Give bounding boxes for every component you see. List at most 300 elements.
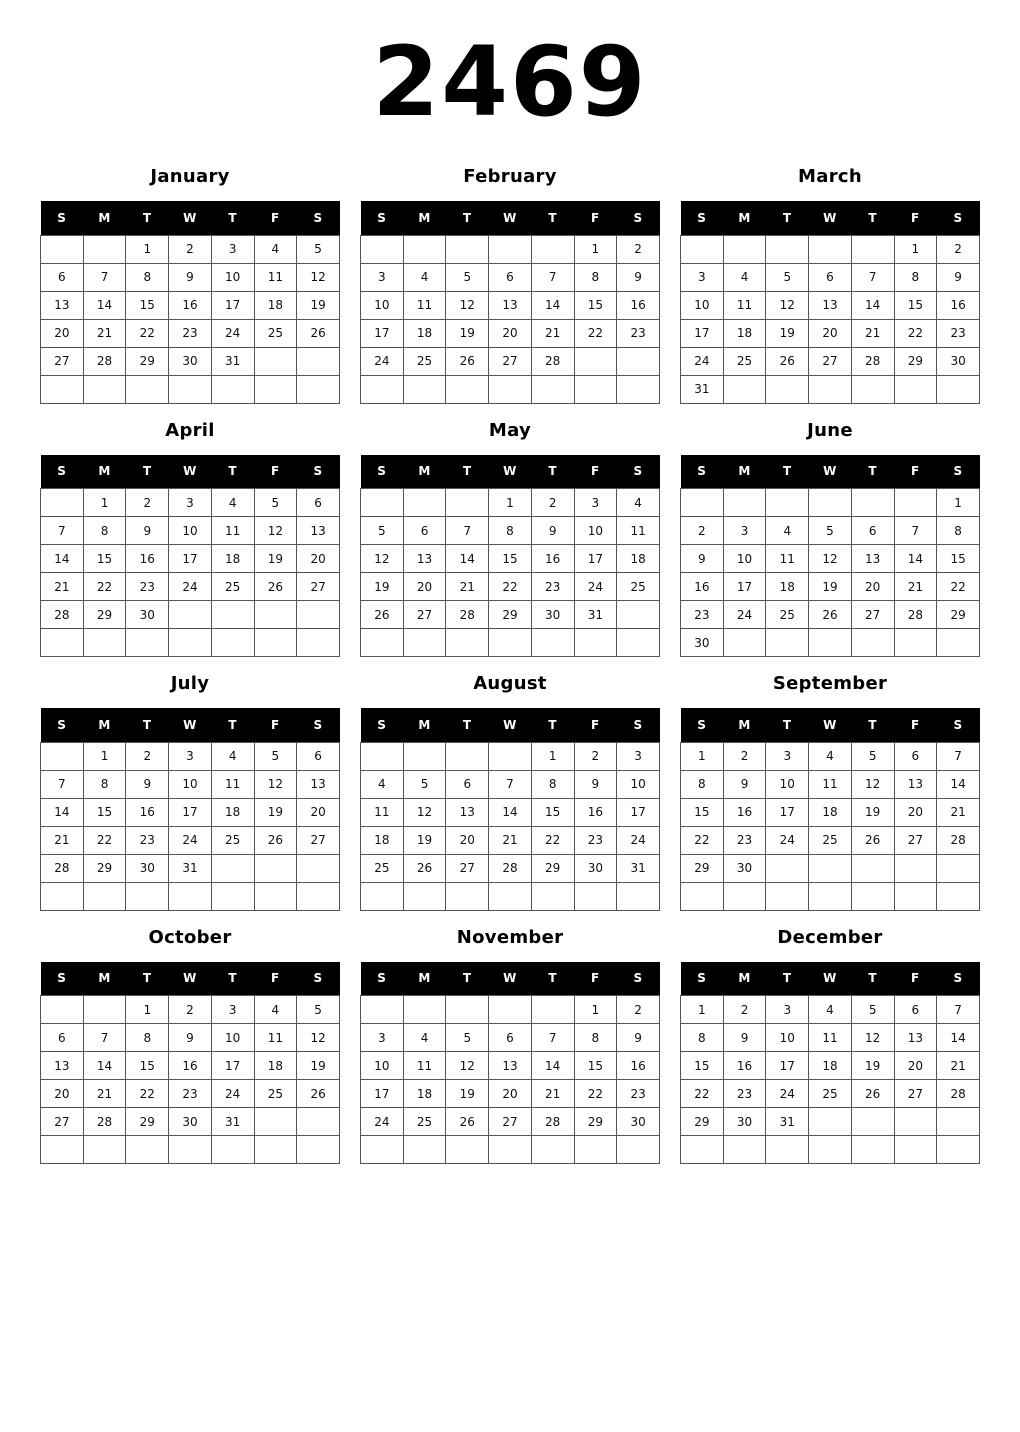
day-cell[interactable]: 9 — [617, 1024, 660, 1052]
day-cell[interactable]: 19 — [851, 798, 894, 826]
day-cell[interactable]: 30 — [126, 854, 169, 882]
day-cell[interactable]: 5 — [766, 263, 809, 291]
day-cell[interactable]: 18 — [254, 291, 297, 319]
day-cell[interactable]: 31 — [211, 1108, 254, 1136]
day-cell[interactable]: 4 — [211, 489, 254, 517]
day-cell[interactable]: 1 — [681, 996, 724, 1024]
day-cell[interactable]: 3 — [723, 517, 766, 545]
day-cell[interactable]: 10 — [574, 517, 617, 545]
day-cell[interactable]: 28 — [83, 1108, 126, 1136]
day-cell[interactable]: 12 — [254, 517, 297, 545]
day-cell[interactable]: 21 — [41, 573, 84, 601]
day-cell[interactable]: 2 — [681, 517, 724, 545]
day-cell[interactable]: 21 — [894, 573, 937, 601]
day-cell[interactable]: 5 — [254, 489, 297, 517]
day-cell[interactable]: 7 — [489, 770, 532, 798]
day-cell[interactable]: 24 — [211, 1080, 254, 1108]
day-cell[interactable]: 23 — [126, 826, 169, 854]
day-cell[interactable]: 24 — [766, 826, 809, 854]
day-cell[interactable]: 17 — [361, 1080, 404, 1108]
day-cell[interactable]: 28 — [531, 1108, 574, 1136]
day-cell[interactable]: 28 — [937, 826, 980, 854]
day-cell[interactable]: 4 — [403, 263, 446, 291]
day-cell[interactable]: 2 — [126, 742, 169, 770]
day-cell[interactable]: 30 — [574, 854, 617, 882]
day-cell[interactable]: 3 — [766, 996, 809, 1024]
day-cell[interactable]: 3 — [361, 1024, 404, 1052]
day-cell[interactable]: 20 — [446, 826, 489, 854]
day-cell[interactable]: 26 — [446, 347, 489, 375]
day-cell[interactable]: 30 — [531, 601, 574, 629]
day-cell[interactable]: 2 — [169, 996, 212, 1024]
day-cell[interactable]: 2 — [531, 489, 574, 517]
day-cell[interactable]: 27 — [489, 1108, 532, 1136]
day-cell[interactable]: 23 — [937, 319, 980, 347]
day-cell[interactable]: 19 — [403, 826, 446, 854]
day-cell[interactable]: 7 — [531, 263, 574, 291]
day-cell[interactable]: 4 — [254, 235, 297, 263]
day-cell[interactable]: 23 — [617, 1080, 660, 1108]
day-cell[interactable]: 4 — [361, 770, 404, 798]
day-cell[interactable]: 23 — [169, 319, 212, 347]
day-cell[interactable]: 31 — [681, 375, 724, 403]
day-cell[interactable]: 15 — [531, 798, 574, 826]
day-cell[interactable]: 9 — [723, 1024, 766, 1052]
day-cell[interactable]: 14 — [489, 798, 532, 826]
day-cell[interactable]: 27 — [894, 1080, 937, 1108]
day-cell[interactable]: 12 — [254, 770, 297, 798]
day-cell[interactable]: 15 — [489, 545, 532, 573]
day-cell[interactable]: 7 — [41, 517, 84, 545]
day-cell[interactable]: 30 — [723, 854, 766, 882]
day-cell[interactable]: 25 — [809, 1080, 852, 1108]
day-cell[interactable]: 6 — [894, 996, 937, 1024]
day-cell[interactable]: 13 — [851, 545, 894, 573]
day-cell[interactable]: 14 — [937, 1024, 980, 1052]
day-cell[interactable]: 30 — [723, 1108, 766, 1136]
day-cell[interactable]: 29 — [83, 854, 126, 882]
day-cell[interactable]: 11 — [766, 545, 809, 573]
day-cell[interactable]: 28 — [41, 601, 84, 629]
day-cell[interactable]: 1 — [83, 742, 126, 770]
day-cell[interactable]: 19 — [809, 573, 852, 601]
day-cell[interactable]: 5 — [403, 770, 446, 798]
day-cell[interactable]: 10 — [723, 545, 766, 573]
day-cell[interactable]: 31 — [617, 854, 660, 882]
day-cell[interactable]: 6 — [489, 263, 532, 291]
day-cell[interactable]: 22 — [894, 319, 937, 347]
day-cell[interactable]: 28 — [83, 347, 126, 375]
day-cell[interactable]: 15 — [126, 291, 169, 319]
day-cell[interactable]: 20 — [297, 545, 340, 573]
day-cell[interactable]: 26 — [851, 1080, 894, 1108]
day-cell[interactable]: 23 — [574, 826, 617, 854]
day-cell[interactable]: 10 — [766, 770, 809, 798]
day-cell[interactable]: 1 — [489, 489, 532, 517]
day-cell[interactable]: 25 — [211, 573, 254, 601]
day-cell[interactable]: 17 — [681, 319, 724, 347]
day-cell[interactable]: 12 — [446, 291, 489, 319]
day-cell[interactable]: 21 — [41, 826, 84, 854]
day-cell[interactable]: 31 — [211, 347, 254, 375]
day-cell[interactable]: 5 — [446, 263, 489, 291]
day-cell[interactable]: 23 — [723, 826, 766, 854]
day-cell[interactable]: 19 — [297, 291, 340, 319]
day-cell[interactable]: 26 — [297, 319, 340, 347]
day-cell[interactable]: 15 — [937, 545, 980, 573]
day-cell[interactable]: 27 — [403, 601, 446, 629]
day-cell[interactable]: 20 — [894, 798, 937, 826]
day-cell[interactable]: 21 — [937, 1052, 980, 1080]
day-cell[interactable]: 27 — [809, 347, 852, 375]
day-cell[interactable]: 11 — [254, 263, 297, 291]
day-cell[interactable]: 18 — [809, 798, 852, 826]
day-cell[interactable]: 29 — [574, 1108, 617, 1136]
day-cell[interactable]: 2 — [126, 489, 169, 517]
day-cell[interactable]: 26 — [361, 601, 404, 629]
day-cell[interactable]: 3 — [169, 742, 212, 770]
day-cell[interactable]: 2 — [723, 742, 766, 770]
day-cell[interactable]: 4 — [766, 517, 809, 545]
day-cell[interactable]: 11 — [403, 291, 446, 319]
day-cell[interactable]: 25 — [361, 854, 404, 882]
day-cell[interactable]: 28 — [489, 854, 532, 882]
day-cell[interactable]: 8 — [937, 517, 980, 545]
day-cell[interactable]: 1 — [681, 742, 724, 770]
day-cell[interactable]: 17 — [361, 319, 404, 347]
day-cell[interactable]: 9 — [937, 263, 980, 291]
day-cell[interactable]: 9 — [681, 545, 724, 573]
day-cell[interactable]: 14 — [531, 291, 574, 319]
day-cell[interactable]: 18 — [766, 573, 809, 601]
day-cell[interactable]: 5 — [851, 996, 894, 1024]
day-cell[interactable]: 18 — [211, 798, 254, 826]
day-cell[interactable]: 7 — [41, 770, 84, 798]
day-cell[interactable]: 13 — [894, 770, 937, 798]
day-cell[interactable]: 19 — [361, 573, 404, 601]
day-cell[interactable]: 17 — [574, 545, 617, 573]
day-cell[interactable]: 14 — [446, 545, 489, 573]
day-cell[interactable]: 8 — [83, 770, 126, 798]
day-cell[interactable]: 3 — [574, 489, 617, 517]
day-cell[interactable]: 18 — [254, 1052, 297, 1080]
day-cell[interactable]: 27 — [297, 826, 340, 854]
day-cell[interactable]: 14 — [41, 798, 84, 826]
day-cell[interactable]: 23 — [126, 573, 169, 601]
day-cell[interactable]: 21 — [446, 573, 489, 601]
day-cell[interactable]: 12 — [297, 1024, 340, 1052]
day-cell[interactable]: 7 — [894, 517, 937, 545]
day-cell[interactable]: 14 — [83, 291, 126, 319]
day-cell[interactable]: 9 — [574, 770, 617, 798]
day-cell[interactable]: 20 — [297, 798, 340, 826]
day-cell[interactable]: 8 — [574, 263, 617, 291]
day-cell[interactable]: 24 — [681, 347, 724, 375]
day-cell[interactable]: 2 — [617, 996, 660, 1024]
day-cell[interactable]: 16 — [937, 291, 980, 319]
day-cell[interactable]: 31 — [766, 1108, 809, 1136]
day-cell[interactable]: 28 — [531, 347, 574, 375]
day-cell[interactable]: 30 — [681, 629, 724, 657]
day-cell[interactable]: 5 — [254, 742, 297, 770]
day-cell[interactable]: 16 — [126, 545, 169, 573]
day-cell[interactable]: 12 — [403, 798, 446, 826]
day-cell[interactable]: 25 — [809, 826, 852, 854]
day-cell[interactable]: 22 — [681, 1080, 724, 1108]
day-cell[interactable]: 11 — [211, 770, 254, 798]
day-cell[interactable]: 18 — [403, 319, 446, 347]
day-cell[interactable]: 6 — [41, 1024, 84, 1052]
day-cell[interactable]: 20 — [403, 573, 446, 601]
day-cell[interactable]: 1 — [574, 235, 617, 263]
day-cell[interactable]: 19 — [766, 319, 809, 347]
day-cell[interactable]: 25 — [403, 1108, 446, 1136]
day-cell[interactable]: 1 — [531, 742, 574, 770]
day-cell[interactable]: 11 — [361, 798, 404, 826]
day-cell[interactable]: 30 — [169, 347, 212, 375]
day-cell[interactable]: 1 — [83, 489, 126, 517]
day-cell[interactable]: 24 — [723, 601, 766, 629]
day-cell[interactable]: 9 — [723, 770, 766, 798]
day-cell[interactable]: 28 — [41, 854, 84, 882]
day-cell[interactable]: 30 — [126, 601, 169, 629]
day-cell[interactable]: 16 — [574, 798, 617, 826]
day-cell[interactable]: 13 — [297, 517, 340, 545]
day-cell[interactable]: 4 — [617, 489, 660, 517]
day-cell[interactable]: 21 — [851, 319, 894, 347]
day-cell[interactable]: 22 — [126, 1080, 169, 1108]
day-cell[interactable]: 2 — [937, 235, 980, 263]
day-cell[interactable]: 6 — [851, 517, 894, 545]
day-cell[interactable]: 30 — [937, 347, 980, 375]
day-cell[interactable]: 17 — [723, 573, 766, 601]
day-cell[interactable]: 14 — [894, 545, 937, 573]
day-cell[interactable]: 18 — [723, 319, 766, 347]
day-cell[interactable]: 18 — [403, 1080, 446, 1108]
day-cell[interactable]: 23 — [681, 601, 724, 629]
day-cell[interactable]: 5 — [446, 1024, 489, 1052]
day-cell[interactable]: 13 — [894, 1024, 937, 1052]
day-cell[interactable]: 3 — [169, 489, 212, 517]
day-cell[interactable]: 16 — [723, 798, 766, 826]
day-cell[interactable]: 15 — [574, 291, 617, 319]
day-cell[interactable]: 4 — [809, 742, 852, 770]
day-cell[interactable]: 14 — [851, 291, 894, 319]
day-cell[interactable]: 26 — [254, 826, 297, 854]
day-cell[interactable]: 25 — [617, 573, 660, 601]
day-cell[interactable]: 2 — [723, 996, 766, 1024]
day-cell[interactable]: 7 — [937, 996, 980, 1024]
day-cell[interactable]: 10 — [361, 1052, 404, 1080]
day-cell[interactable]: 7 — [446, 517, 489, 545]
day-cell[interactable]: 9 — [126, 770, 169, 798]
day-cell[interactable]: 21 — [83, 1080, 126, 1108]
day-cell[interactable]: 19 — [851, 1052, 894, 1080]
day-cell[interactable]: 3 — [681, 263, 724, 291]
day-cell[interactable]: 15 — [681, 1052, 724, 1080]
day-cell[interactable]: 2 — [169, 235, 212, 263]
day-cell[interactable]: 24 — [361, 347, 404, 375]
day-cell[interactable]: 1 — [574, 996, 617, 1024]
day-cell[interactable]: 1 — [894, 235, 937, 263]
day-cell[interactable]: 6 — [403, 517, 446, 545]
day-cell[interactable]: 27 — [489, 347, 532, 375]
day-cell[interactable]: 27 — [297, 573, 340, 601]
day-cell[interactable]: 27 — [851, 601, 894, 629]
day-cell[interactable]: 9 — [169, 1024, 212, 1052]
day-cell[interactable]: 4 — [403, 1024, 446, 1052]
day-cell[interactable]: 24 — [766, 1080, 809, 1108]
day-cell[interactable]: 23 — [617, 319, 660, 347]
day-cell[interactable]: 19 — [297, 1052, 340, 1080]
day-cell[interactable]: 22 — [126, 319, 169, 347]
day-cell[interactable]: 15 — [894, 291, 937, 319]
day-cell[interactable]: 14 — [937, 770, 980, 798]
day-cell[interactable]: 8 — [126, 1024, 169, 1052]
day-cell[interactable]: 21 — [531, 1080, 574, 1108]
day-cell[interactable]: 13 — [809, 291, 852, 319]
day-cell[interactable]: 25 — [766, 601, 809, 629]
day-cell[interactable]: 27 — [894, 826, 937, 854]
day-cell[interactable]: 7 — [531, 1024, 574, 1052]
day-cell[interactable]: 4 — [723, 263, 766, 291]
day-cell[interactable]: 6 — [809, 263, 852, 291]
day-cell[interactable]: 2 — [574, 742, 617, 770]
day-cell[interactable]: 25 — [403, 347, 446, 375]
day-cell[interactable]: 12 — [809, 545, 852, 573]
day-cell[interactable]: 3 — [211, 235, 254, 263]
day-cell[interactable]: 16 — [617, 1052, 660, 1080]
day-cell[interactable]: 23 — [531, 573, 574, 601]
day-cell[interactable]: 22 — [574, 319, 617, 347]
day-cell[interactable]: 20 — [41, 319, 84, 347]
day-cell[interactable]: 3 — [361, 263, 404, 291]
day-cell[interactable]: 15 — [83, 798, 126, 826]
day-cell[interactable]: 20 — [894, 1052, 937, 1080]
day-cell[interactable]: 17 — [766, 1052, 809, 1080]
day-cell[interactable]: 9 — [169, 263, 212, 291]
day-cell[interactable]: 3 — [766, 742, 809, 770]
day-cell[interactable]: 16 — [169, 291, 212, 319]
day-cell[interactable]: 18 — [211, 545, 254, 573]
day-cell[interactable]: 31 — [169, 854, 212, 882]
day-cell[interactable]: 12 — [851, 770, 894, 798]
day-cell[interactable]: 25 — [254, 319, 297, 347]
day-cell[interactable]: 7 — [83, 263, 126, 291]
day-cell[interactable]: 19 — [254, 798, 297, 826]
day-cell[interactable]: 8 — [681, 770, 724, 798]
day-cell[interactable]: 6 — [894, 742, 937, 770]
day-cell[interactable]: 25 — [211, 826, 254, 854]
day-cell[interactable]: 2 — [617, 235, 660, 263]
day-cell[interactable]: 24 — [574, 573, 617, 601]
day-cell[interactable]: 22 — [489, 573, 532, 601]
day-cell[interactable]: 21 — [489, 826, 532, 854]
day-cell[interactable]: 11 — [254, 1024, 297, 1052]
day-cell[interactable]: 19 — [446, 1080, 489, 1108]
day-cell[interactable]: 8 — [83, 517, 126, 545]
day-cell[interactable]: 19 — [446, 319, 489, 347]
day-cell[interactable]: 29 — [126, 347, 169, 375]
day-cell[interactable]: 12 — [361, 545, 404, 573]
day-cell[interactable]: 26 — [403, 854, 446, 882]
day-cell[interactable]: 29 — [83, 601, 126, 629]
day-cell[interactable]: 16 — [723, 1052, 766, 1080]
day-cell[interactable]: 13 — [403, 545, 446, 573]
day-cell[interactable]: 22 — [681, 826, 724, 854]
day-cell[interactable]: 30 — [617, 1108, 660, 1136]
day-cell[interactable]: 16 — [531, 545, 574, 573]
day-cell[interactable]: 24 — [169, 573, 212, 601]
day-cell[interactable]: 28 — [851, 347, 894, 375]
day-cell[interactable]: 12 — [766, 291, 809, 319]
day-cell[interactable]: 13 — [297, 770, 340, 798]
day-cell[interactable]: 8 — [531, 770, 574, 798]
day-cell[interactable]: 26 — [254, 573, 297, 601]
day-cell[interactable]: 22 — [937, 573, 980, 601]
day-cell[interactable]: 28 — [937, 1080, 980, 1108]
day-cell[interactable]: 22 — [83, 826, 126, 854]
day-cell[interactable]: 8 — [894, 263, 937, 291]
day-cell[interactable]: 7 — [937, 742, 980, 770]
day-cell[interactable]: 29 — [681, 1108, 724, 1136]
day-cell[interactable]: 21 — [83, 319, 126, 347]
day-cell[interactable]: 15 — [574, 1052, 617, 1080]
day-cell[interactable]: 1 — [126, 235, 169, 263]
day-cell[interactable]: 24 — [617, 826, 660, 854]
day-cell[interactable]: 29 — [894, 347, 937, 375]
day-cell[interactable]: 6 — [297, 742, 340, 770]
day-cell[interactable]: 10 — [681, 291, 724, 319]
day-cell[interactable]: 6 — [446, 770, 489, 798]
day-cell[interactable]: 13 — [446, 798, 489, 826]
day-cell[interactable]: 11 — [211, 517, 254, 545]
day-cell[interactable]: 12 — [297, 263, 340, 291]
day-cell[interactable]: 9 — [617, 263, 660, 291]
day-cell[interactable]: 20 — [489, 1080, 532, 1108]
day-cell[interactable]: 26 — [766, 347, 809, 375]
day-cell[interactable]: 20 — [851, 573, 894, 601]
day-cell[interactable]: 24 — [361, 1108, 404, 1136]
day-cell[interactable]: 6 — [489, 1024, 532, 1052]
day-cell[interactable]: 24 — [169, 826, 212, 854]
day-cell[interactable]: 11 — [809, 770, 852, 798]
day-cell[interactable]: 12 — [446, 1052, 489, 1080]
day-cell[interactable]: 26 — [446, 1108, 489, 1136]
day-cell[interactable]: 29 — [531, 854, 574, 882]
day-cell[interactable]: 17 — [617, 798, 660, 826]
day-cell[interactable]: 19 — [254, 545, 297, 573]
day-cell[interactable]: 5 — [809, 517, 852, 545]
day-cell[interactable]: 27 — [446, 854, 489, 882]
day-cell[interactable]: 10 — [169, 517, 212, 545]
day-cell[interactable]: 3 — [211, 996, 254, 1024]
day-cell[interactable]: 17 — [169, 798, 212, 826]
day-cell[interactable]: 17 — [169, 545, 212, 573]
day-cell[interactable]: 18 — [617, 545, 660, 573]
day-cell[interactable]: 17 — [211, 291, 254, 319]
day-cell[interactable]: 15 — [126, 1052, 169, 1080]
day-cell[interactable]: 20 — [809, 319, 852, 347]
day-cell[interactable]: 29 — [126, 1108, 169, 1136]
day-cell[interactable]: 14 — [531, 1052, 574, 1080]
day-cell[interactable]: 10 — [766, 1024, 809, 1052]
day-cell[interactable]: 3 — [617, 742, 660, 770]
day-cell[interactable]: 16 — [681, 573, 724, 601]
day-cell[interactable]: 11 — [723, 291, 766, 319]
day-cell[interactable]: 7 — [83, 1024, 126, 1052]
day-cell[interactable]: 30 — [169, 1108, 212, 1136]
